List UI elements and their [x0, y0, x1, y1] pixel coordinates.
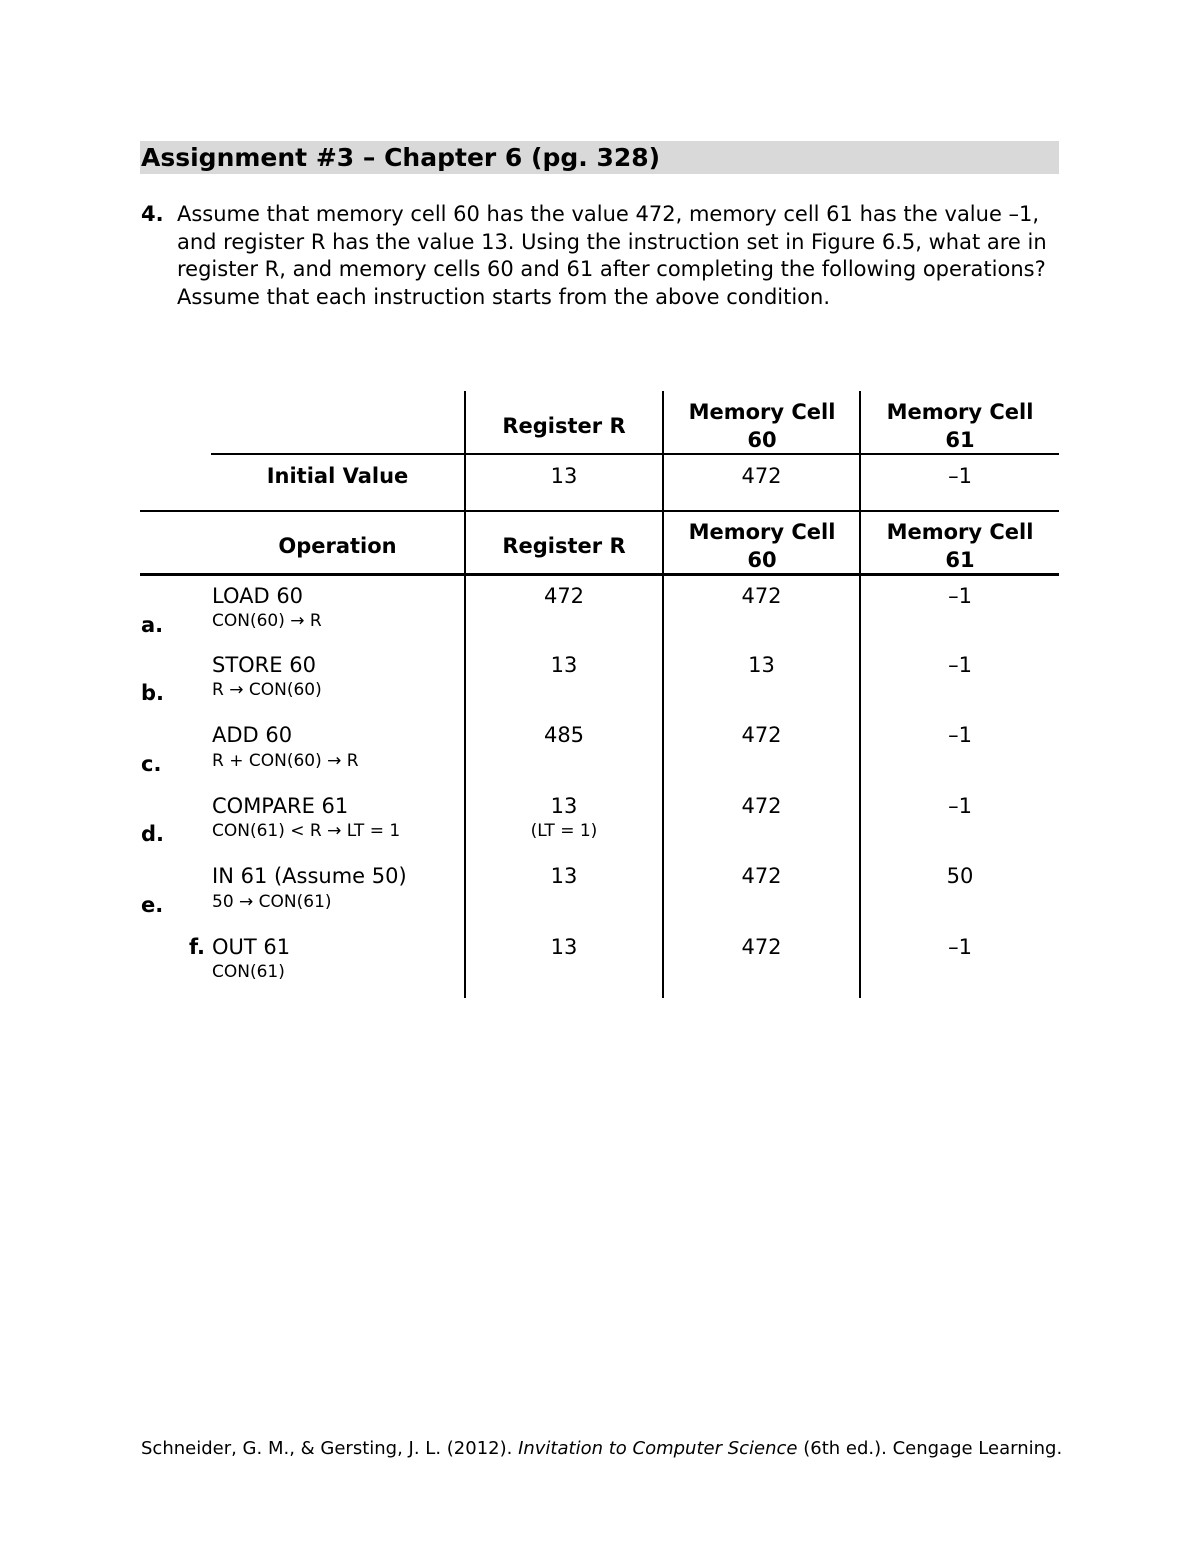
row-cell60: 472: [741, 584, 782, 608]
citation: [141, 1437, 1071, 1461]
initial-register: 13: [550, 464, 578, 488]
row-operation-desc: CON(61) < R → LT = 1: [212, 821, 401, 841]
row-register: 13: [550, 794, 578, 818]
row-operation: STORE 60: [212, 653, 316, 677]
row-register-note: (LT = 1): [530, 821, 598, 841]
row-cell60: 472: [741, 723, 782, 747]
page-title: Assignment #3 – Chapter 6 (pg. 328): [141, 143, 661, 172]
row-register: 13: [550, 864, 578, 888]
row-register: 13: [550, 935, 578, 959]
row-operation: OUT 61: [212, 935, 291, 959]
row-operation: ADD 60: [212, 723, 293, 747]
row-letter: d.: [141, 822, 165, 846]
question-number: 4.: [141, 202, 164, 226]
row-register: 472: [543, 584, 585, 608]
initial-cell60: 472: [741, 464, 782, 488]
operation-header-cell60: Memory Cell 60: [688, 520, 836, 572]
citation-publisher: (6th ed.). Cengage Learning.: [797, 1438, 1063, 1459]
row-letter: b.: [141, 681, 165, 705]
header-cell60: Memory Cell 60: [688, 400, 836, 452]
row-letter: f.: [189, 935, 205, 959]
initial-cell61: –1: [948, 464, 972, 488]
row-cell61: –1: [948, 653, 972, 677]
row-register: 13: [550, 653, 578, 677]
row-cell61: –1: [948, 723, 972, 747]
initial-label: Initial Value: [266, 464, 409, 488]
row-cell61: –1: [948, 794, 972, 818]
row-operation-desc: R → CON(60): [212, 680, 322, 700]
initial-rule: [140, 510, 1059, 512]
row-cell61: 50: [946, 864, 974, 888]
row-operation: COMPARE 61: [212, 794, 349, 818]
row-register: 485: [543, 723, 585, 747]
citation-authors: Schneider, G. M., & Gersting, J. L. (2012).: [141, 1438, 519, 1459]
row-cell61: –1: [948, 935, 972, 959]
row-letter: e.: [141, 893, 164, 917]
operation-header-cell61: Memory Cell 61: [886, 520, 1034, 572]
row-cell60: 472: [741, 864, 782, 888]
row-letter: a.: [141, 613, 164, 637]
row-cell61: –1: [948, 584, 972, 608]
row-operation-desc: CON(61): [212, 962, 285, 982]
header-cell61: Memory Cell 61: [886, 400, 1034, 452]
row-operation: IN 61 (Assume 50): [212, 864, 407, 888]
operation-header-label: Operation: [278, 534, 397, 558]
row-operation-desc: CON(60) → R: [212, 611, 322, 631]
operation-header-register: Register R: [502, 534, 626, 558]
question-text: Assume that memory cell 60 has the value 472, memory cell 61 has the value –1, and register R has the value 13. Using the instruction set in Figure 6.5, what are in register R, and memory cells 60 and 61 after completing the following operations? Assume that each instruction starts from the above condition.: [177, 202, 1047, 309]
citation-book-title: Invitation to Computer Science: [518, 1438, 798, 1459]
row-operation: LOAD 60: [212, 584, 304, 608]
row-cell60: 472: [741, 794, 782, 818]
row-operation-desc: R + CON(60) → R: [212, 751, 359, 771]
row-cell60: 472: [741, 935, 782, 959]
row-cell60: 13: [748, 653, 775, 677]
row-letter: c.: [141, 752, 162, 776]
header-register: Register R: [502, 414, 626, 438]
row-operation-desc: 50 → CON(61): [212, 892, 332, 912]
